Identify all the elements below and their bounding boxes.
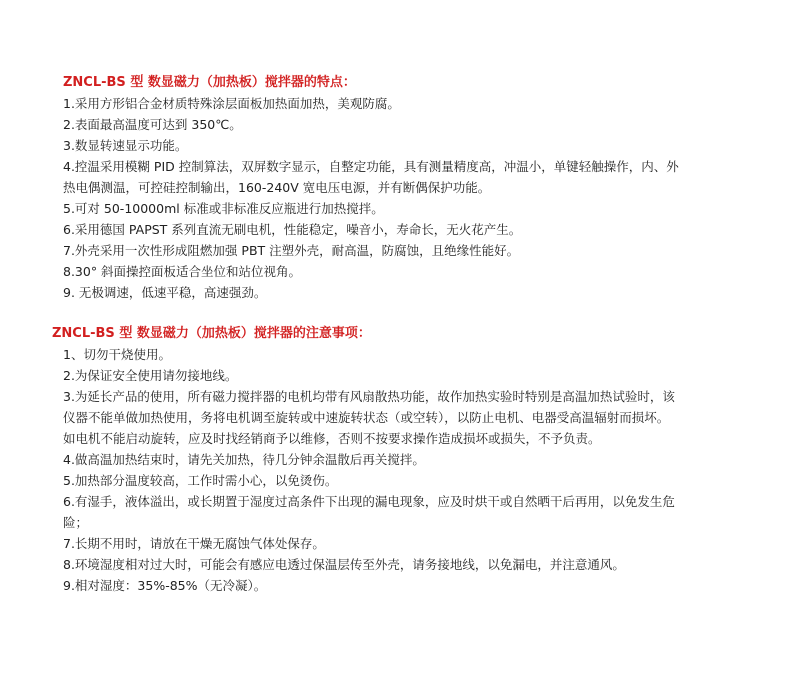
- list-item: [63, 575, 763, 596]
- list-item: [63, 491, 763, 533]
- list-item: [63, 135, 763, 156]
- list-item: [63, 449, 763, 470]
- list-item-text: 6.采用德国 PAPST 系列直流无刷电机，性能稳定，噪音小，寿命长，无火花产生。: [63, 222, 522, 237]
- list-item-text: 险；: [63, 515, 89, 530]
- list-item-text: 7.长期不用时，请放在干燥无腐蚀气体处保存。: [63, 536, 325, 551]
- list-item-text: 5.可对 50-10000ml 标准或非标准反应瓶进行加热搅拌。: [63, 201, 384, 216]
- list-item: [63, 93, 763, 114]
- list-item-text: 9. 无极调速，低速平稳，高速强劲。: [63, 285, 267, 300]
- features-list: [0, 93, 763, 303]
- list-item-text: 2.为保证安全使用请勿接地线。: [63, 368, 238, 383]
- list-item-text: 2.表面最高温度可达到 350℃。: [63, 117, 242, 132]
- list-item: [63, 198, 763, 219]
- list-item-text: 4.做高温加热结束时，请先关加热，待几分钟余温散后再关搅拌。: [63, 452, 425, 467]
- precautions-list: [0, 344, 763, 596]
- list-item: [63, 554, 763, 575]
- list-item: [63, 344, 763, 365]
- precautions-section: [0, 324, 800, 596]
- list-item-text: 热电偶测温，可控硅控制输出，160-240V 宽电压电源，并有断偶保护功能。: [63, 180, 491, 195]
- precautions-heading: ZNCL-BS 型 数显磁力（加热板）搅拌器的注意事项：: [52, 326, 371, 341]
- list-item-text: 8.30° 斜面操控面板适合坐位和站位视角。: [63, 264, 302, 279]
- list-item-text: 3.数显转速显示功能。: [63, 138, 188, 153]
- features-section: [0, 73, 800, 303]
- features-heading: ZNCL-BS 型 数显磁力（加热板）搅拌器的特点：: [63, 75, 356, 90]
- list-item: [63, 470, 763, 491]
- list-item: [63, 261, 763, 282]
- list-item-text: 5.加热部分温度较高，工作时需小心，以免烫伤。: [63, 473, 338, 488]
- list-item-text: 6.有湿手，液体溢出，或长期置于湿度过高条件下出现的漏电现象，应及时烘干或自然晒干后再用，以免发生危: [63, 494, 675, 509]
- list-item-text: 如电机不能启动旋转，应及时找经销商予以维修，否则不按要求操作造成损坏或损失，不予负责。: [63, 431, 601, 446]
- list-item: [63, 156, 763, 198]
- list-item: [63, 219, 763, 240]
- list-item: [63, 365, 763, 386]
- list-item-text: 1.采用方形铝合金材质特殊涂层面板加热面加热，美观防腐。: [63, 96, 400, 111]
- list-item-text: 7.外壳采用一次性形成阻燃加强 PBT 注塑外壳，耐高温，防腐蚀，且绝缘性能好。: [63, 243, 520, 258]
- list-item-text: 仪器不能单做加热使用，务将电机调至旋转或中速旋转状态（或空转），以防止电机、电器受高温辐射而损坏。: [63, 410, 670, 425]
- list-item: [63, 240, 763, 261]
- list-item-text: 1、切勿干烧使用。: [63, 347, 171, 362]
- list-item-text: 8.环境湿度相对过大时，可能会有感应电透过保温层传至外壳，请务接地线，以免漏电，并注意通风。: [63, 557, 625, 572]
- list-item: [63, 386, 763, 449]
- list-item-text: 4.控温采用模糊 PID 控制算法，双屏数字显示，自整定功能，具有测量精度高，冲温小，单键轻触操作，内、外: [63, 159, 679, 174]
- list-item: [63, 533, 763, 554]
- list-item-text: 3.为延长产品的使用，所有磁力搅拌器的电机均带有风扇散热功能，故作加热实验时特别是高温加热试验时，该: [63, 389, 675, 404]
- list-item-text: 9.相对湿度：35%-85%（无冷凝）。: [63, 578, 267, 593]
- list-item: [63, 114, 763, 135]
- list-item: [63, 282, 763, 303]
